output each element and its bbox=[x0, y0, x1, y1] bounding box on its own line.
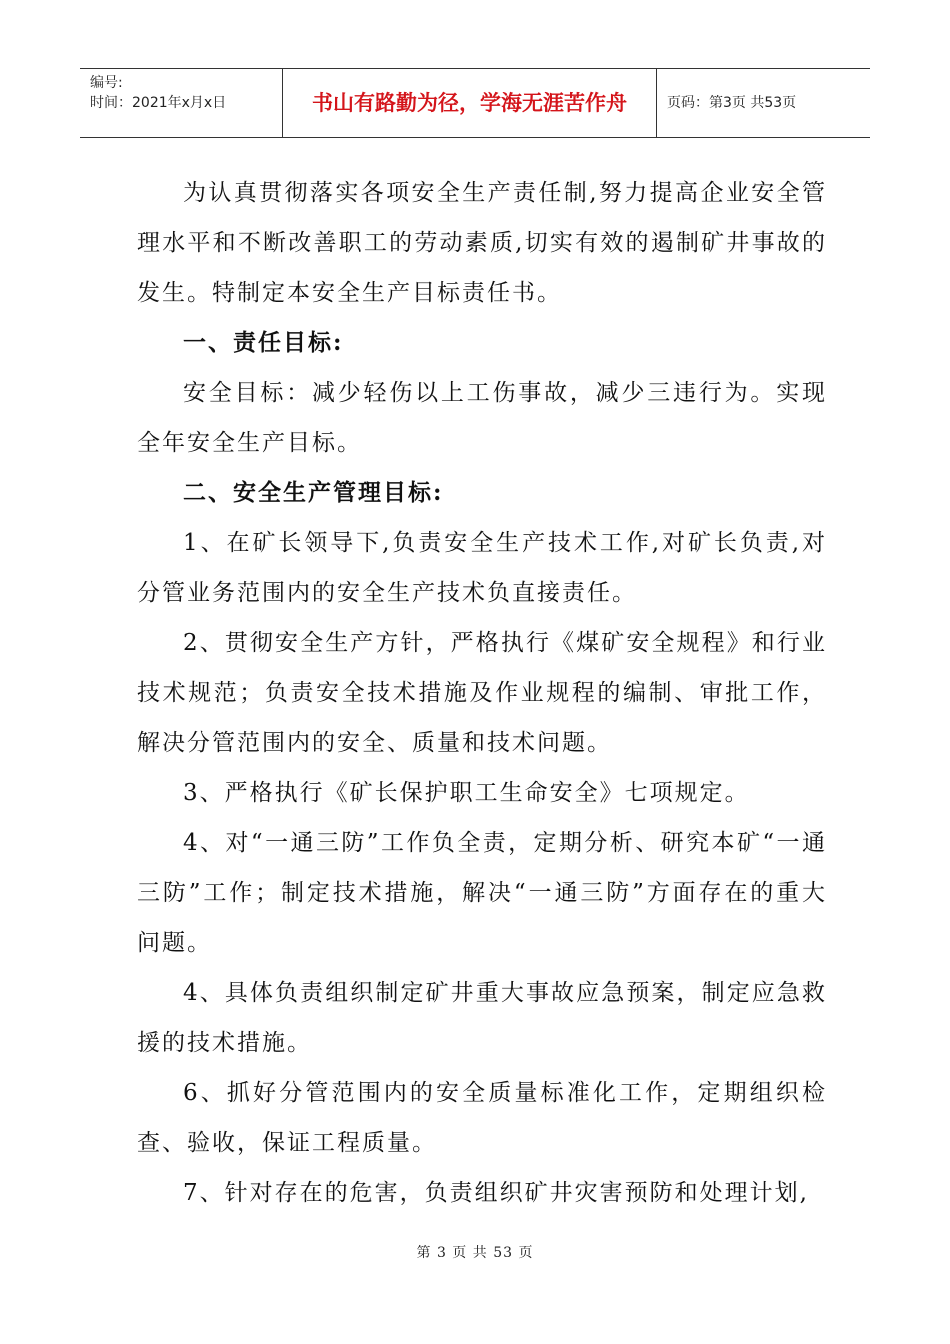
section-heading: 一、责任目标: bbox=[183, 329, 344, 356]
paragraph: 1、在矿长领导下,负责安全生产技术工作,对矿长负责,对分管业务范围内的安全生产技术负直接责任。 bbox=[137, 530, 827, 606]
paragraph: 7、针对存在的危害，负责组织矿井灾害预防和处理计划, bbox=[183, 1180, 809, 1206]
header-motto: 书山有路勤为径，学海无涯苦作舟 bbox=[282, 69, 657, 137]
paragraph: 3、严格执行《矿长保护职工生命安全》七项规定。 bbox=[183, 780, 750, 806]
page-footer: 第 3 页 共 53 页 bbox=[416, 1245, 534, 1261]
paragraph: 为认真贯彻落实各项安全生产责任制,努力提高企业安全管理水平和不断改善职工的劳动素质,切实有效的遏制矿井事故的发生。特制定本安全生产目标责任书。 bbox=[137, 180, 827, 306]
paragraph: 4、对“一通三防”工作负全责，定期分析、研究本矿“一通三防”工作；制定技术措施，解决“一通三防”方面存在的重大问题。 bbox=[137, 830, 827, 956]
document-number-label: 编号: bbox=[90, 75, 123, 91]
paragraph: 安全目标：减少轻伤以上工伤事故，减少三违行为。实现全年安全生产目标。 bbox=[137, 380, 827, 456]
document-body bbox=[137, 168, 827, 1218]
header-page-code: 页码：第3页 共53页 bbox=[667, 95, 797, 111]
document-time-label: 时间：2021年x月x日 bbox=[90, 95, 227, 111]
paragraph: 4、具体负责组织制定矿井重大事故应急预案，制定应急救援的技术措施。 bbox=[137, 980, 827, 1056]
paragraph: 6、抓好分管范围内的安全质量标准化工作，定期组织检查、验收，保证工程质量。 bbox=[137, 1080, 827, 1156]
paragraph: 2、贯彻安全生产方针，严格执行《煤矿安全规程》和行业技术规范；负责安全技术措施及作业规程的编制、审批工作，解决分管范围内的安全、质量和技术问题。 bbox=[137, 630, 827, 756]
section-heading: 二、安全生产管理目标: bbox=[183, 479, 444, 506]
page-header bbox=[80, 68, 870, 138]
header-meta-cell bbox=[80, 69, 282, 137]
